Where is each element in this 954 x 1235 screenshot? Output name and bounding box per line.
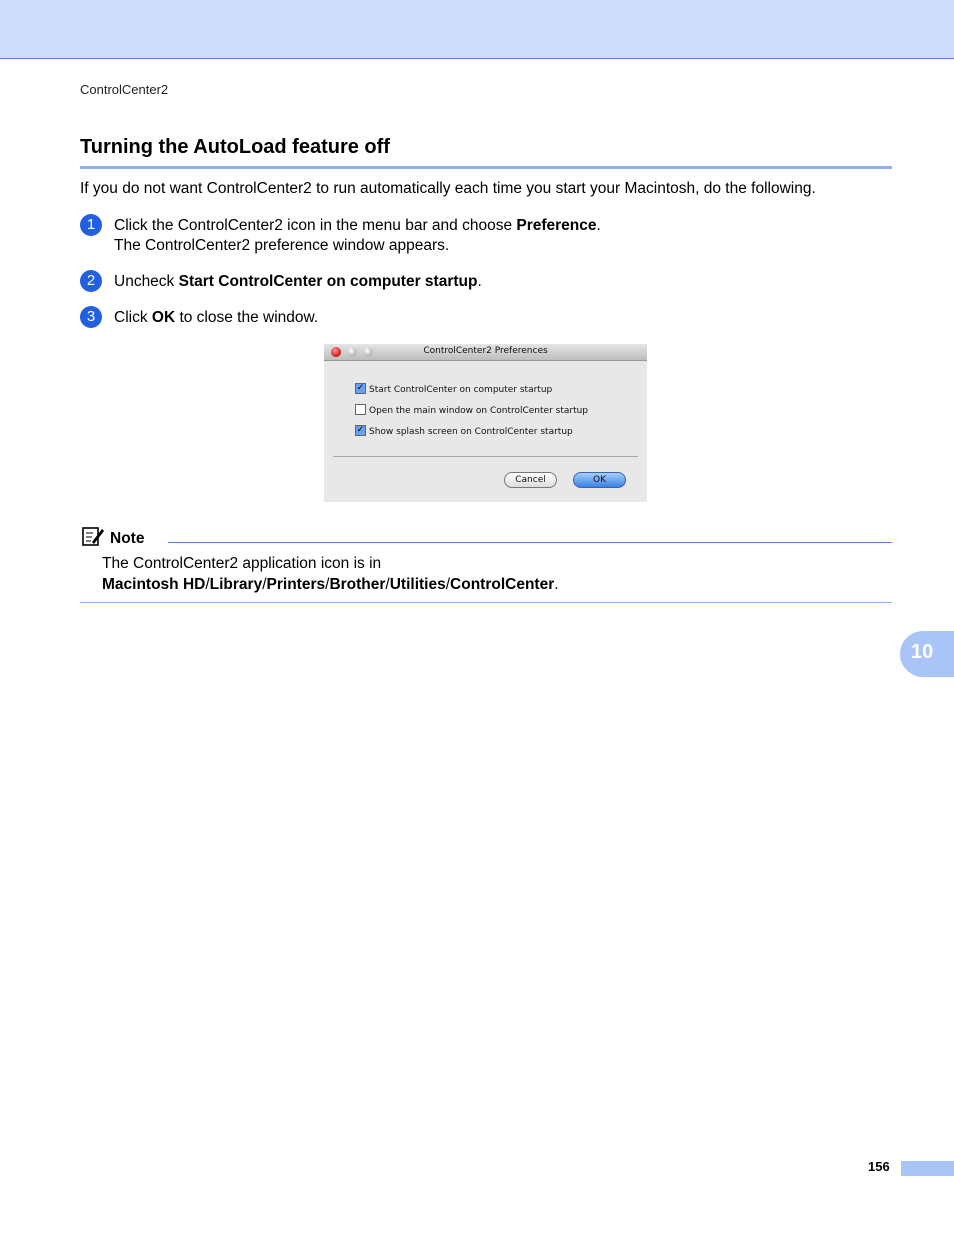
option-label: Show splash screen on ControlCenter startup bbox=[369, 427, 573, 437]
page-header-band bbox=[0, 0, 954, 59]
path-part: Library bbox=[209, 576, 263, 593]
checkbox-checked-icon[interactable]: ✓ bbox=[356, 425, 365, 435]
dialog-titlebar bbox=[324, 344, 647, 361]
step-text bbox=[114, 216, 601, 256]
chapter-number: 10 bbox=[911, 641, 934, 663]
step-text-pre: Click bbox=[114, 309, 152, 326]
option-label: Open the main window on ControlCenter startup bbox=[369, 406, 589, 416]
ok-button[interactable]: OK bbox=[573, 472, 626, 488]
note-top-rule bbox=[168, 542, 892, 543]
step-text-post: to close the window. bbox=[175, 309, 319, 326]
path-separator: / bbox=[262, 576, 267, 593]
step-text-bold: Preference bbox=[516, 217, 597, 234]
option-show-splash[interactable] bbox=[355, 426, 573, 437]
preferences-dialog bbox=[324, 344, 647, 502]
page-number-bar bbox=[901, 1161, 954, 1176]
cancel-button[interactable]: Cancel bbox=[504, 472, 557, 488]
intro-paragraph: If you do not want ControlCenter2 to run automatically each time you start your Macintosh, do the following. bbox=[80, 180, 816, 197]
step-text-post: . bbox=[596, 217, 601, 234]
path-end: . bbox=[554, 576, 559, 593]
checkbox-checked-icon[interactable]: ✓ bbox=[356, 383, 365, 393]
dialog-separator bbox=[333, 456, 638, 457]
step-text-pre: Click the ControlCenter2 icon in the menu bar and choose bbox=[114, 217, 517, 234]
path-separator: / bbox=[205, 576, 210, 593]
note-label: Note bbox=[110, 530, 145, 547]
dialog-title: ControlCenter2 Preferences bbox=[423, 346, 548, 356]
step-number-badge: 3 bbox=[80, 306, 102, 328]
checkbox-unchecked-icon[interactable] bbox=[355, 404, 366, 415]
path-separator: / bbox=[325, 576, 330, 593]
step-number-badge: 2 bbox=[80, 270, 102, 292]
step-subtext: The ControlCenter2 preference window appears. bbox=[114, 237, 450, 254]
section-title: Turning the AutoLoad feature off bbox=[80, 136, 390, 158]
path-part: Printers bbox=[266, 576, 326, 593]
note-path bbox=[102, 574, 559, 595]
note-bottom-rule bbox=[80, 602, 892, 603]
path-separator: / bbox=[445, 576, 451, 593]
step-text bbox=[114, 308, 318, 328]
path-part: Macintosh HD bbox=[102, 576, 206, 593]
note-body bbox=[102, 553, 559, 595]
step-number-badge: 1 bbox=[80, 214, 102, 236]
note-line: The ControlCenter2 application icon is in bbox=[102, 555, 382, 572]
path-separator: / bbox=[385, 576, 390, 593]
step-text bbox=[114, 272, 482, 292]
step-text-pre: Uncheck bbox=[114, 273, 179, 290]
title-underline bbox=[80, 166, 892, 169]
option-start-on-startup[interactable] bbox=[355, 384, 552, 395]
path-part: ControlCenter bbox=[450, 576, 555, 593]
step-text-bold: Start ControlCenter on computer startup bbox=[178, 273, 478, 290]
path-part: Brother bbox=[329, 576, 386, 593]
step-text-post: . bbox=[477, 273, 482, 290]
option-label: Start ControlCenter on computer startup bbox=[369, 385, 553, 395]
option-open-main-window[interactable] bbox=[355, 405, 588, 416]
step-text-bold: OK bbox=[151, 309, 176, 326]
running-head: ControlCenter2 bbox=[80, 82, 169, 97]
page-number: 156 bbox=[868, 1159, 890, 1174]
note-pencil-icon bbox=[81, 525, 105, 547]
path-part: Utilities bbox=[389, 576, 446, 593]
